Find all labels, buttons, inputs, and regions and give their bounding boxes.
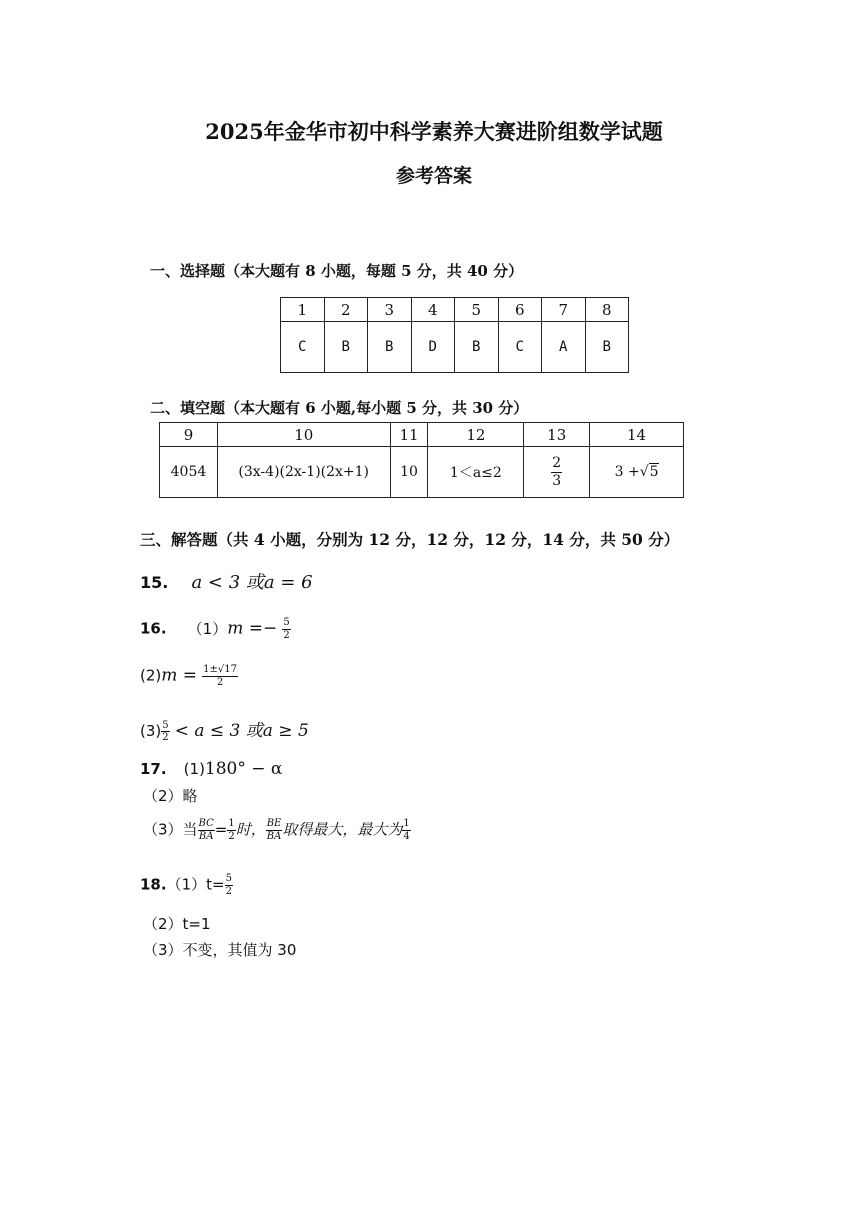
part-label: (1) [183,760,205,778]
question-18-part-3: （3）不变，其值为 30 [143,941,297,959]
denominator: 3 [552,472,562,489]
expression-prefix: 3 + [614,464,640,480]
table-cell: 12 [428,423,524,447]
denominator: 2 [225,885,232,897]
table-cell: 5 [455,298,499,322]
section-1-heading: 一、选择题（本大题有 8 小题，每题 5 分，共 40 分） [150,262,524,280]
table-cell: 13 [524,423,590,447]
table-cell: 8 [585,298,629,322]
table-cell: C [281,322,325,373]
question-16-part-1 [140,617,291,641]
question-18-part-1 [140,873,233,897]
denominator: BA [198,830,214,842]
question-16-part-3 [140,716,309,744]
denominator: BA [266,830,282,842]
table-cell: 11 [390,423,428,447]
question-number: 16. [140,619,167,638]
question-15 [140,568,313,594]
table-row-numbers [160,423,684,447]
denominator: 2 [162,732,169,743]
table-cell: 2 [324,298,368,322]
table-cell: 6 [498,298,542,322]
part-label: (3) [140,722,162,740]
answer-text: < a ≤ 3 或a ≥ 5 [174,721,309,741]
numerator: 5 [225,873,232,884]
table-row-answers [281,322,629,373]
section-3-heading: 三、解答题（共 4 小题，分别为 12 分，12 分，12 分，14 分，共 50 分） [140,530,680,549]
table-cell: 4054 [160,447,218,498]
denominator: 2 [216,676,224,688]
table-cell: 4 [411,298,455,322]
question-16-part-2 [140,664,238,688]
question-17-part-3 [143,818,411,842]
part-label: (2) [140,666,162,685]
fraction [282,617,290,641]
answer-text: 180° − α [204,759,283,779]
table-cell: 1 [281,298,325,322]
question-number: 18. [140,875,167,894]
table-cell: (3x-4)(2x-1)(2x+1) [217,447,390,498]
sqrt-sign: √ [639,464,649,480]
table-cell: D [411,322,455,373]
table-cell: 7 [542,298,586,322]
question-number: 15. [140,573,169,592]
answer-text: m = [161,665,198,686]
numerator: BC [198,818,214,829]
table-cell: 3 [368,298,412,322]
part-label: （1）t= [166,875,225,894]
fill-in-answer-table [159,422,684,498]
table-cell: A [542,322,586,373]
page-subtitle: 参考答案 [395,165,472,187]
table-cell: 1＜a≤2 [428,447,524,498]
answer-text: a < 3 或a = 6 [191,572,313,593]
fraction [551,455,562,488]
table-cell: 10 [217,423,390,447]
numerator: 1±√17 [203,664,237,675]
numerator: 1 [228,818,235,829]
question-17-part-1 [140,759,282,779]
part-label: （3）当 [143,820,198,839]
table-cell: C [498,322,542,373]
equals-sign: = [214,820,228,839]
table-row-numbers [281,298,629,322]
fraction [198,818,215,842]
table-cell [590,447,684,498]
answer-text: 取得最大，最大为 [282,820,403,839]
question-number: 17. [140,760,167,778]
denominator: 2 [283,629,290,641]
fraction [402,818,410,842]
table-row-answers [160,447,684,498]
table-cell: 10 [390,447,428,498]
answer-text: 时， [235,820,266,839]
fraction [202,664,238,688]
page-title: 2025年金华市初中科学素养大赛进阶组数学试题 [205,119,663,144]
table-cell [524,447,590,498]
fraction [161,720,169,744]
numerator: 5 [283,617,290,628]
question-17-part-2: （2）略 [143,787,198,805]
numerator: 1 [403,818,410,829]
denominator: 2 [228,830,235,842]
part-label: （1） [187,619,228,638]
radicand: 5 [649,464,659,480]
fraction [227,818,235,842]
table-cell: 9 [160,423,218,447]
section-2-heading: 二、填空题（本大题有 6 小题,每小题 5 分，共 30 分） [150,399,529,417]
multiple-choice-answer-table [280,297,629,373]
answer-text: m =− [227,618,278,639]
fraction [225,873,233,897]
denominator: 4 [403,830,410,842]
fraction [266,818,283,842]
table-cell: B [585,322,629,373]
numerator: 5 [162,719,169,731]
numerator: 2 [552,455,562,472]
table-cell: B [368,322,412,373]
numerator: BE [266,818,282,829]
table-cell: 14 [590,423,684,447]
question-18-part-2: （2）t=1 [143,915,211,933]
table-cell: B [455,322,499,373]
table-cell: B [324,322,368,373]
